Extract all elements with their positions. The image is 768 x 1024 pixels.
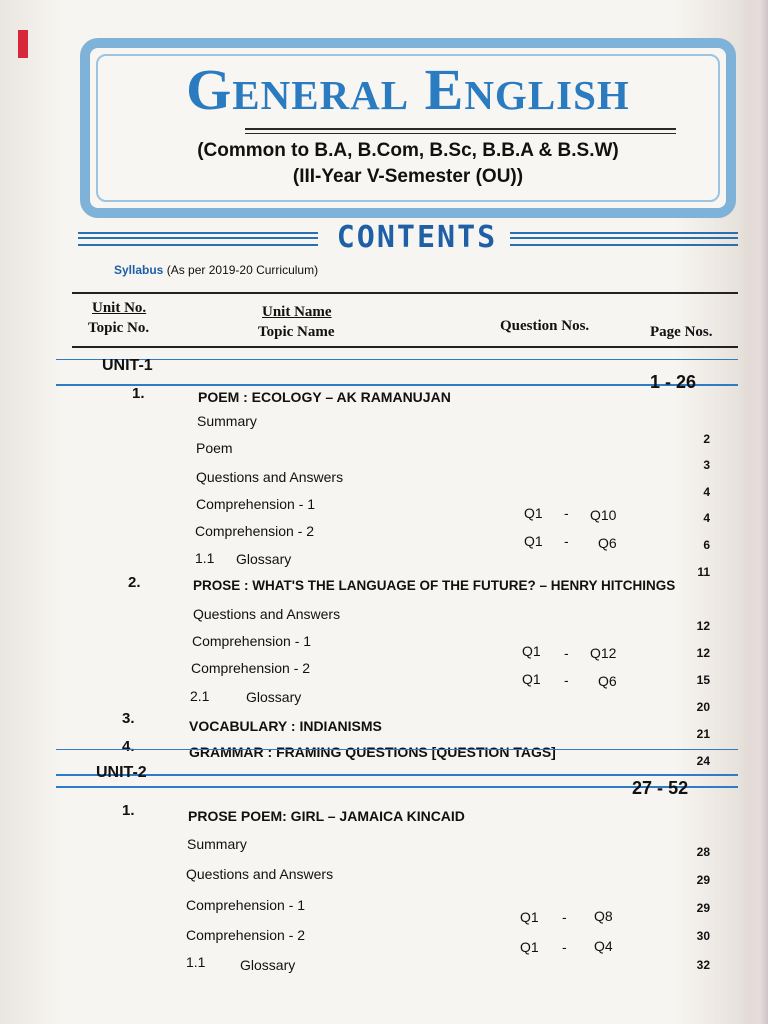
topic-title: GRAMMAR : FRAMING QUESTIONS [QUESTION TAGS]: [189, 744, 556, 760]
question-end: Q8: [594, 908, 613, 924]
title-underline: [245, 128, 676, 134]
question-start: Q1: [522, 671, 541, 687]
page-number: 15: [696, 673, 710, 687]
header-topic-name: Topic Name: [258, 324, 335, 340]
topic-title: PROSE : WHAT'S THE LANGUAGE OF THE FUTURE? – HENRY HITCHINGS: [193, 578, 676, 593]
topic-number: 2.: [128, 574, 141, 591]
header-question-nos: Question Nos.: [500, 318, 590, 334]
question-dash: -: [564, 533, 569, 549]
list-item: Comprehension - 1: [196, 496, 316, 512]
question-start: Q1: [520, 909, 539, 925]
list-item: Comprehension - 1: [192, 633, 312, 649]
list-item: Comprehension - 1: [186, 897, 306, 913]
syllabus-curriculum: (As per 2019-20 Curriculum): [166, 263, 319, 277]
list-item: Comprehension - 2: [195, 523, 315, 539]
question-start: Q1: [522, 643, 541, 659]
question-dash: -: [564, 672, 569, 688]
page-number: 29: [696, 901, 710, 915]
range-start: 27: [632, 778, 653, 798]
contents-heading-row: [78, 222, 738, 262]
topic-title: VOCABULARY : INDIANISMS: [189, 718, 382, 734]
page-number: 4: [703, 511, 710, 525]
list-item: Summary: [197, 413, 257, 429]
question-end: Q12: [590, 645, 617, 661]
glossary-number: 2.1: [190, 688, 210, 704]
page-number: 29: [696, 873, 710, 887]
question-start: Q1: [524, 533, 543, 549]
topic-number: 1.: [122, 802, 135, 819]
contents-rule-right: [510, 232, 738, 246]
list-item: Glossary: [246, 689, 302, 705]
unit-label: UNIT-1: [102, 357, 153, 374]
contents-rule-left: [78, 232, 318, 246]
page-number: 32: [696, 958, 710, 972]
topic-title: PROSE POEM: GIRL – JAMAICA KINCAID: [188, 808, 465, 824]
list-item: Glossary: [240, 957, 296, 973]
question-start: Q1: [520, 939, 539, 955]
page-number: 30: [696, 929, 710, 943]
range-start: 1: [650, 372, 661, 392]
page-number: 11: [697, 565, 710, 579]
unit-page-range: [632, 778, 688, 799]
question-end: Q10: [590, 507, 617, 523]
question-dash: -: [564, 645, 569, 661]
list-item: Questions and Answers: [186, 866, 334, 882]
topic-number: 4.: [122, 738, 135, 755]
glossary-number: 1.1: [186, 954, 206, 970]
page-number: 6: [703, 538, 710, 552]
glossary-number: 1.1: [195, 550, 215, 566]
topic-title: POEM : ECOLOGY – AK RAMANUJAN: [198, 389, 451, 405]
range-separator: -: [657, 778, 664, 798]
book-title: General English: [186, 57, 630, 122]
page-number: 28: [696, 845, 710, 859]
unit-band: [56, 752, 738, 776]
page-edge-shadow: [746, 0, 768, 1024]
red-corner-mark: [18, 30, 28, 58]
question-start: Q1: [524, 505, 543, 521]
header-unit-name: Unit Name: [262, 304, 332, 320]
contents-heading: CONTENTS: [336, 220, 498, 255]
question-dash: -: [562, 939, 567, 955]
list-item: Comprehension - 2: [191, 660, 311, 676]
page-number: 12: [696, 619, 710, 633]
list-item: Glossary: [236, 551, 292, 567]
question-dash: -: [562, 909, 567, 925]
page-number: 12: [696, 646, 710, 660]
header-page-nos: Page Nos.: [650, 324, 713, 340]
question-end: Q6: [598, 673, 617, 689]
header-topic-no: Topic No.: [88, 320, 150, 336]
question-end: Q6: [598, 535, 617, 551]
page-number: 24: [696, 754, 710, 768]
syllabus-note: [114, 263, 318, 277]
topic-number: 1.: [132, 385, 145, 402]
page-number: 3: [703, 458, 710, 472]
list-item: Poem: [196, 440, 233, 456]
question-end: Q4: [594, 938, 613, 954]
topic-number: 3.: [122, 710, 135, 727]
subtitle-courses: (Common to B.A, B.Com, B.Sc, B.B.A & B.S.W): [197, 140, 619, 161]
unit-label: UNIT-2: [96, 764, 147, 781]
page-number: 2: [703, 432, 710, 446]
list-item: Questions and Answers: [196, 469, 344, 485]
page-number: 20: [696, 700, 710, 714]
syllabus-label: Syllabus: [114, 263, 164, 277]
list-item: Summary: [187, 836, 247, 852]
range-end: 26: [676, 372, 697, 392]
unit-band: [56, 362, 738, 386]
list-item: Comprehension - 2: [186, 927, 306, 943]
unit-page-range: [650, 372, 696, 393]
header-unit-no: Unit No.: [92, 300, 147, 316]
subtitle-semester: (III-Year V-Semester (OU)): [292, 166, 524, 187]
page-number: 4: [703, 485, 710, 499]
table-header-bottom-rule: [72, 346, 738, 348]
range-end: 52: [668, 778, 689, 798]
range-separator: -: [665, 372, 672, 392]
page-number: 21: [696, 727, 710, 741]
list-item: Questions and Answers: [193, 606, 341, 622]
table-header-top-rule: [72, 292, 738, 294]
question-dash: -: [564, 505, 569, 521]
title-box: [80, 38, 736, 218]
